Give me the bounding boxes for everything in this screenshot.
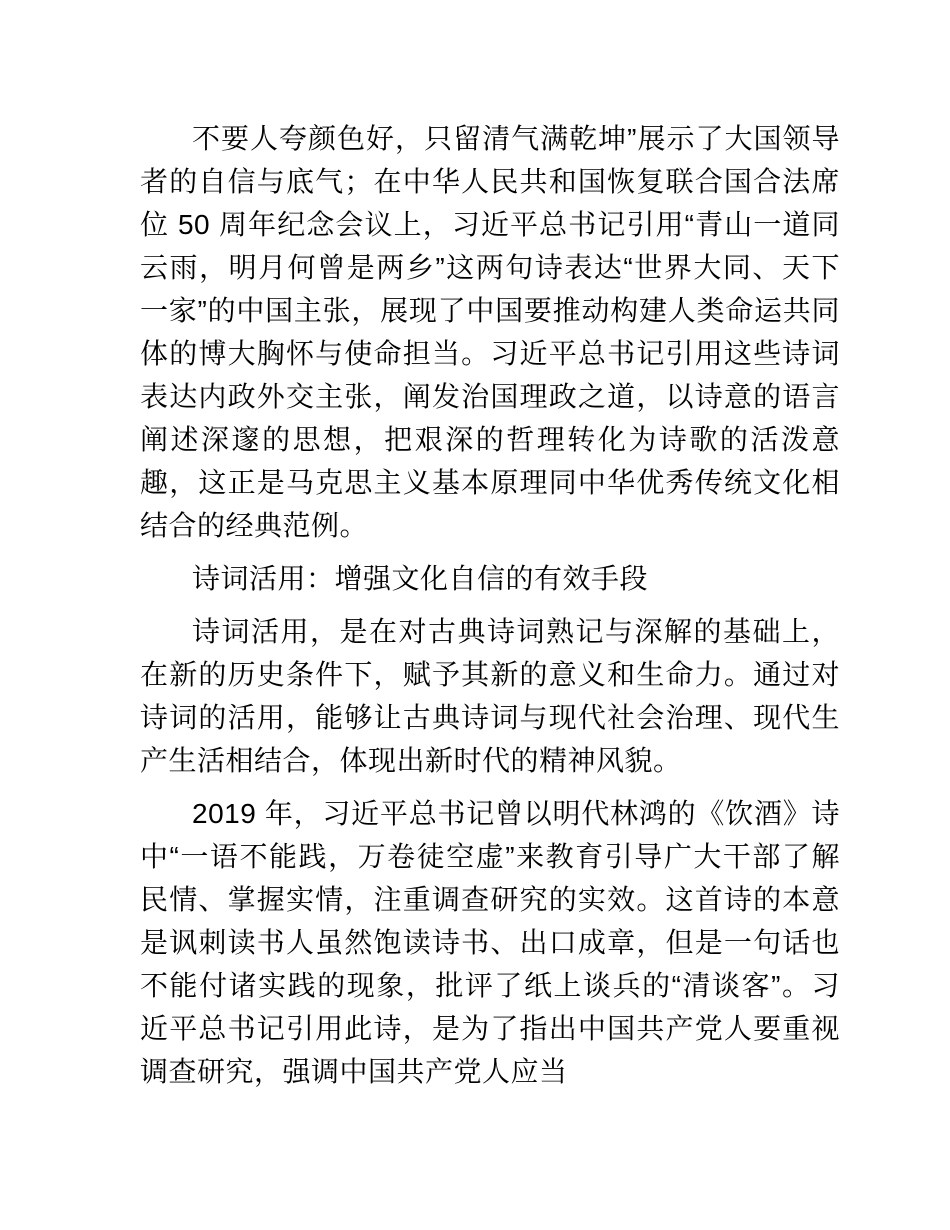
paragraph-poetry-citation: 不要人夸颜色好，只留清气满乾坤”展示了大国领导者的自信与底气；在中华人民共和国恢复联合国合法席位 50 周年纪念会议上，习近平总书记引用“青山一道同云雨，明月何曾是两乡”这两句诗表达“世界大同、天下一家”的中国主张，展现了中国要推动构建人类命运共同体的博大胸怀与使命担当。习近平总书记引用这些诗词表达内政外交主张，阐发治国理政之道，以诗意的语言阐述深邃的思想，把艰深的哲理转化为诗歌的活泼意趣，这正是马克思主义基本原理同中华优秀传统文化相结合的经典范例。 (140, 123, 840, 541)
paragraph-poetry-application-definition: 诗词活用，是在对古典诗词熟记与深解的基础上，在新的历史条件下，赋予其新的意义和生命力。通过对诗词的活用，能够让古典诗词与现代社会治理、现代生产生活相结合，体现出新时代的精神风貌。 (140, 616, 840, 776)
text-block (140, 117, 840, 1103)
section-heading-poetry-application: 诗词活用：增强文化自信的有效手段 (192, 563, 649, 594)
paragraph-2019-yinjiu-example: 2019 年，习近平总书记曾以明代林鸿的《饮酒》诗中“一语不能践，万卷徒空虚”来教育引导广大干部了解民情、掌握实情，注重调查研究的实效。这首诗的本意是讽刺读书人虽然饱读诗书、出口成章，但是一句话也不能付诸实践的现象，批评了纸上谈兵的“清谈客”。习近平总书记引用此诗，是为了指出中国共产党人要重视调查研究，强调中国共产党人应当 (140, 798, 840, 1087)
